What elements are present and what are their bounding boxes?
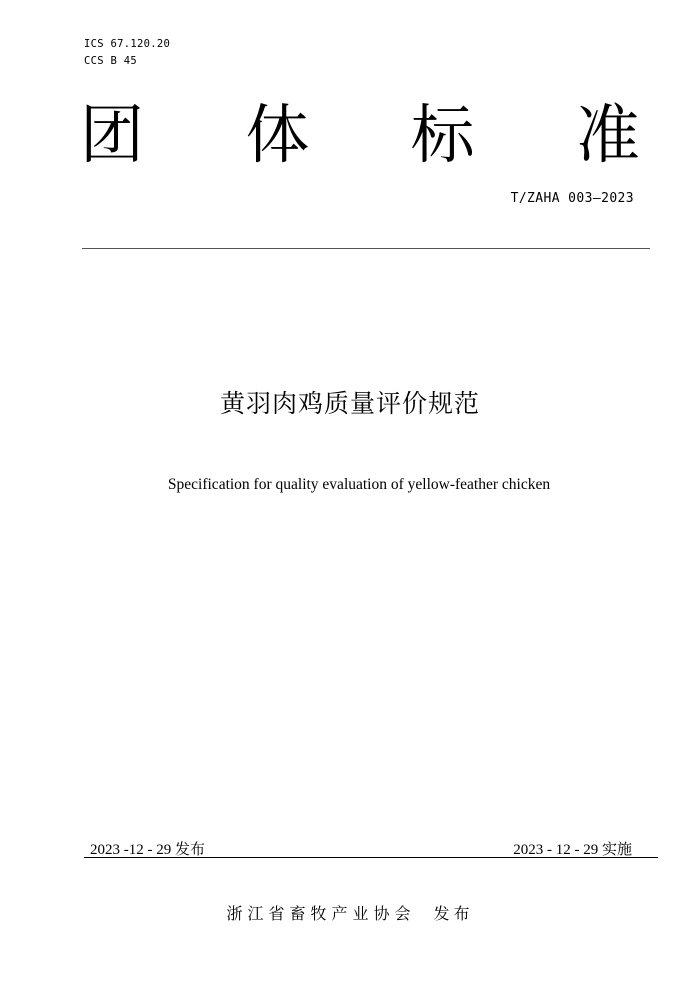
- ccs-code: CCS B 45: [84, 55, 137, 67]
- implementation-date: 2023 - 12 - 29 实施: [513, 842, 632, 858]
- heading-char-4: 准: [575, 99, 640, 173]
- publisher-line: [0, 901, 700, 924]
- heading-char-1: 团: [80, 99, 144, 173]
- date-row: [84, 837, 658, 858]
- standard-number: T/ZAHA 003—2023: [510, 191, 634, 206]
- header-divider: [82, 248, 650, 249]
- document-title-english: Specification for quality evaluation of yellow-feather chicken: [167, 476, 551, 493]
- ics-code: ICS 67.120.20: [84, 38, 171, 50]
- document-title-chinese: 黄羽肉鸡质量评价规范: [219, 389, 480, 418]
- publisher-name: 浙江省畜牧产业协会: [226, 904, 416, 923]
- standard-type-heading: [80, 96, 640, 176]
- publish-label: 发布: [433, 904, 474, 923]
- release-date: 2023 -12 - 29 发布: [90, 842, 205, 858]
- heading-char-3: 标: [410, 99, 475, 173]
- heading-char-2: 体: [245, 99, 310, 173]
